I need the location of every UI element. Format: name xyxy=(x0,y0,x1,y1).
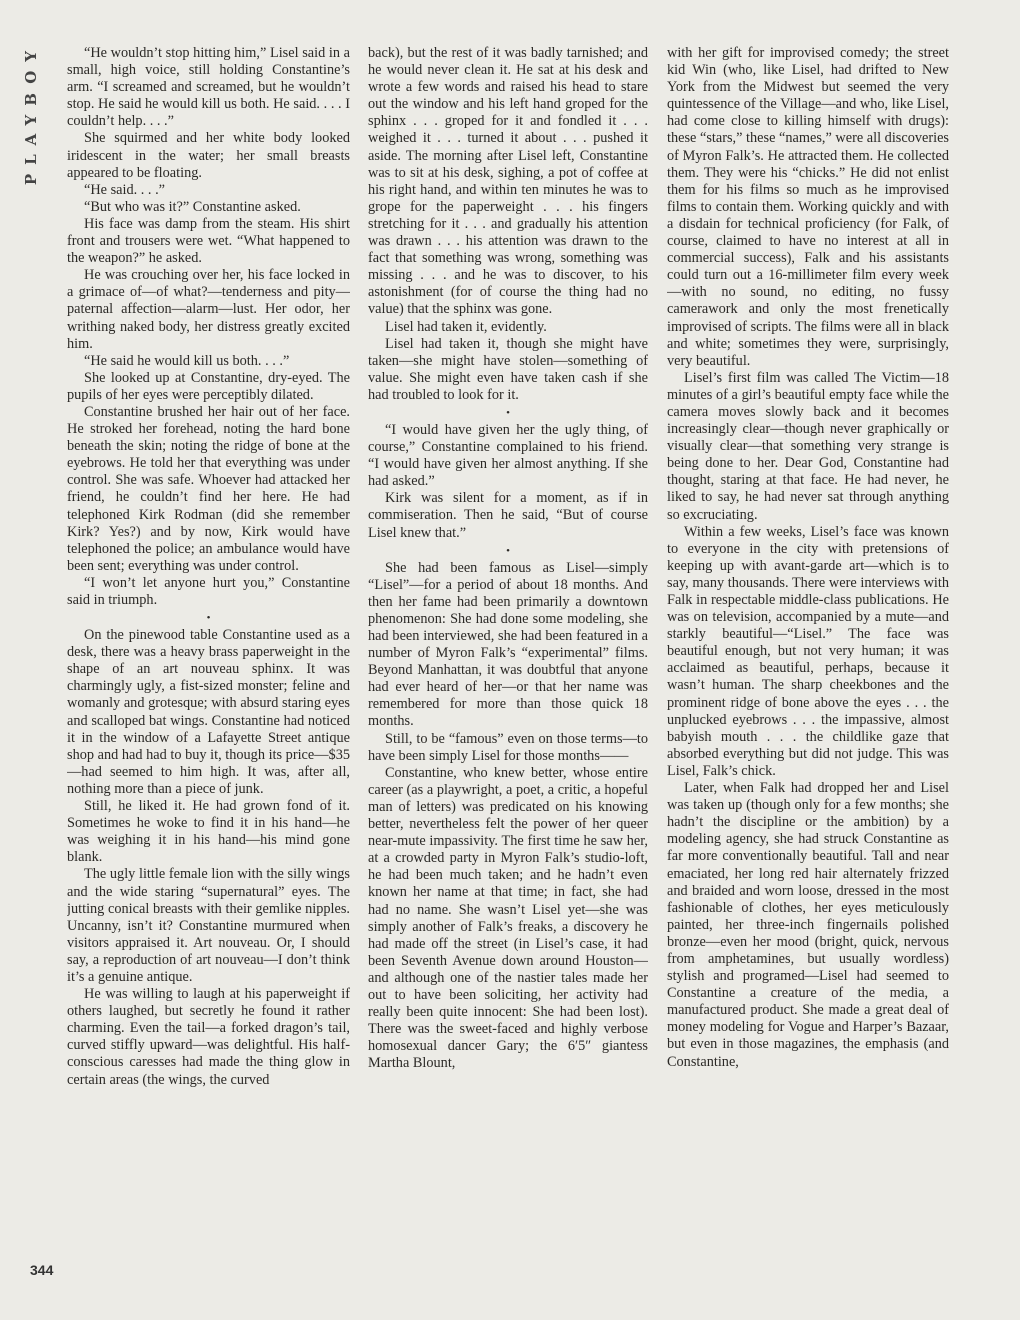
paragraph: Later, when Falk had dropped her and Lisel was taken up (though only for a few months; she hadn’t the discipline or the ambition) by a modeling agency, she had struck Constantine as far more conventionally beautiful. Tall and near emaciated, her long red hair alternately frizzed and braided and worn loose, dressed in the most fashionable of clothes, her eyes meticulously painted, her three-inch fingernails polished bronze—even her mood (bright, quick, nervous from amphetamines, but usually wordless) stylish and programed—Lisel had seemed to Constantine a creature of the media, a manufactured product. She made a great deal of money modeling for Vogue and Harper’s Bazaar, but even in those magazines, the emphasis (and Constantine, xyxy=(667,780,949,1070)
masthead: PLAYBOY xyxy=(22,42,40,186)
paragraph: Still, to be “famous” even on those terms—to have been simply Lisel for those months—— xyxy=(368,730,648,764)
paragraph: She looked up at Constantine, dry-eyed. The pupils of her eyes were perceptibly dilated. xyxy=(67,369,350,403)
column-2 xyxy=(368,45,648,1285)
paragraph: She squirmed and her white body looked iridescent in the water; her small breasts appeared to be floating. xyxy=(67,130,350,181)
paragraph: “I won’t let anyone hurt you,” Constantine said in triumph. xyxy=(67,574,350,608)
paragraph: The ugly little female lion with the silly wings and the wide staring “supernatural” eyes. The jutting conical breasts with their gemlike nipples. Uncanny, isn’t it? Constantine murmured when visitors appraised it. Art nouveau. Or, I should say, a reproduction of art nouveau—I don’t think it’s a genuine antique. xyxy=(67,866,350,985)
paragraph: Lisel’s first film was called The Victim—18 minutes of a girl’s beautiful empty face while the camera moves slowly back and it becomes increasingly clear—though never graphically or visually clear—that something very strange is being done to her. Dear God, Constantine had thought, staring at that face. He had never, he liked to say, he had never sat through anything so excruciating. xyxy=(667,369,949,523)
paragraph: She had been famous as Lisel—simply “Lisel”—for a period of about 18 months. And then her fame had been primarily a downtown phenomenon: She had done some modeling, she had been interviewed, she had been featured in a number of Myron Falk’s “experimental” films. Beyond Manhattan, it was doubtful that anyone had ever heard of her—or that her name was remembered for more than those quick 18 months. xyxy=(368,559,648,730)
paragraph: His face was damp from the steam. His shirt front and trousers were wet. “What happened to the weapon?” he asked. xyxy=(67,215,350,267)
paragraph: “But who was it?” Constantine asked. xyxy=(84,198,301,215)
paragraph: Within a few weeks, Lisel’s face was known to everyone in the city with pretensions of keeping up with avant-garde art—which is to say, many thousands. There were interviews with Falk in respectable middle-class publications. He was on television, accompanied by a mute—and starkly beautiful—“Lisel.” The face was beautiful enough, but not very human; it was acclaimed as beautiful, perhaps, because it wasn’t human. The sharp cheekbones and the prominent ridge of bone above the eyes . . . the unplucked eyebrows . . . the impassive, almost babyish mouth . . . the childlike gaze that absorbed everything but did not judge. This was Lisel, Falk’s chick. xyxy=(667,523,949,779)
paragraph: back), but the rest of it was badly tarnished; and he would never clean it. He sat at his desk and wrote a few words and raised his head to stare out the window and his left hand groped for the sphinx . . . groped for it and fondled it . . . weighed it . . . turned it about . . . pushed it aside. The morning after Lisel left, Constantine was to sit at his desk, sighing, a pot of coffee at his right hand, and within ten minutes he was to grope for the paperweight . . . his fingers stretching for it . . . and gradually his attention was drawn . . . his attention was drawn to the fact that something was wrong, something was missing . . . and he was to discover, to his astonishment (for of course the thing had no value) that the sphinx was gone. xyxy=(368,45,648,318)
paragraph: Kirk was silent for a moment, as if in commiseration. Then he said, “But of course Lisel knew that.” xyxy=(368,490,648,541)
paragraph: Still, he liked it. He had grown fond of it. Sometimes he woke to find it in his hand—he was weighing it in his hand—his mind gone blank. xyxy=(67,798,350,866)
paragraph: with her gift for improvised comedy; the street kid Win (who, like Lisel, had drifted to New York from the Midwest but seemed the very quintessence of the Village—and who, like Lisel, had come close to killing himself with drugs): these “stars,” these “names,” were all discoveries of Myron Falk’s. He attracted them. He collected them. They were his “chicks.” He did not enlist them for his films so much as he improvised films to contain them. Working quickly and with a disdain for technical proficiency (for Falk, of course, claimed to have no interest at all in commercial success), Falk and his assistants could turn out a 16-millimeter film every week—with no sound, no editing, no fussy camerawork and only the most frenetically improvised of scripts. The films were all in black and white; sometimes they were, surprisingly, very beautiful. xyxy=(667,45,949,369)
paragraph: “I would have given her the ugly thing, of course,” Constantine complained to his friend. “I would have given her almost anything. If she had asked.” xyxy=(368,421,648,490)
paragraph: “He said he would kill us both. . . .” xyxy=(84,352,290,369)
paragraph: On the pinewood table Constantine used as a desk, there was a heavy brass paperweight in the shape of an art nouveau sphinx. It was charmingly ugly, a fist-sized monster; feline and womanly and grotesque; with absurd staring eyes and scalloped bat wings. Constantine had noticed it in the window of a Lafayette Street antique shop and had had to buy it, though its price—$35—had seemed to him high. It was, after all, nothing more than a piece of junk. xyxy=(67,627,350,797)
column-3 xyxy=(667,45,949,1285)
paragraph: Constantine brushed her hair out of her face. He stroked her forehead, noting the hard bone beneath the skin; noting the ridge of bone at the eyebrows. He told her that everything was under control. She was safe. Whoever had attacked her friend, he couldn’t find her here. He had telephoned Kirk Rodman (did she remember Kirk? Yes?) and by now, Kirk would have telephoned the police; an ambulance would have been sent; everything was under control. xyxy=(67,403,350,574)
paragraph: He was crouching over her, his face locked in a grimace of—of what?—tenderness and pity—paternal affection—alarm—lust. Her odor, her writhing naked body, her distress greatly excited him. xyxy=(67,267,350,352)
section-break: • xyxy=(506,544,510,557)
paragraph: Constantine, who knew better, whose entire career (as a playwright, a poet, a critic, a hopeful man of letters) was predicated on his knowing better, nevertheless felt the power of her queer near-mute impassivity. The first time he saw her, at a crowded party in Myron Falk’s studio-loft, he had been much taken; and he hadn’t even known her name at that time; in fact, she had had no name. She wasn’t Lisel yet—she was simply another of Falk’s freaks, a discovery he had made off the street (in Lisel’s case, it had been Seventh Avenue down around Houston—and although one of the nastier tales made her out to have been soliciting, her activity had really been quite innocent: She had been lost). There was the sweet-faced and highly verbose homosexual dancer Gary; the 6′5″ giantess Martha Blount, xyxy=(368,764,648,1072)
paragraph: “He said. . . .” xyxy=(84,181,165,198)
column-1 xyxy=(67,45,350,1285)
paragraph: He was willing to laugh at his paperweight if others laughed, but secretly he found it rather charming. Even the tail—a forked dragon’s tail, curved stiffly upward—was delightful. His half-conscious caresses had made the thing glow in certain areas (the wings, the curved xyxy=(67,986,350,1088)
section-break: • xyxy=(506,406,510,419)
paragraph: Lisel had taken it, though she might have taken—she might have stolen—something of value. She might even have taken cash if she had troubled to look for it. xyxy=(368,335,648,403)
paragraph: “He wouldn’t stop hitting him,” Lisel said in a small, high voice, still holding Constantine’s arm. “I screamed and screamed, but he wouldn’t stop. He said he would kill us both. He said. . . . I couldn’t help. . . .” xyxy=(67,45,350,130)
page-number: 344 xyxy=(30,1262,54,1278)
section-break: • xyxy=(206,612,211,625)
paragraph: Lisel had taken it, evidently. xyxy=(385,318,547,335)
